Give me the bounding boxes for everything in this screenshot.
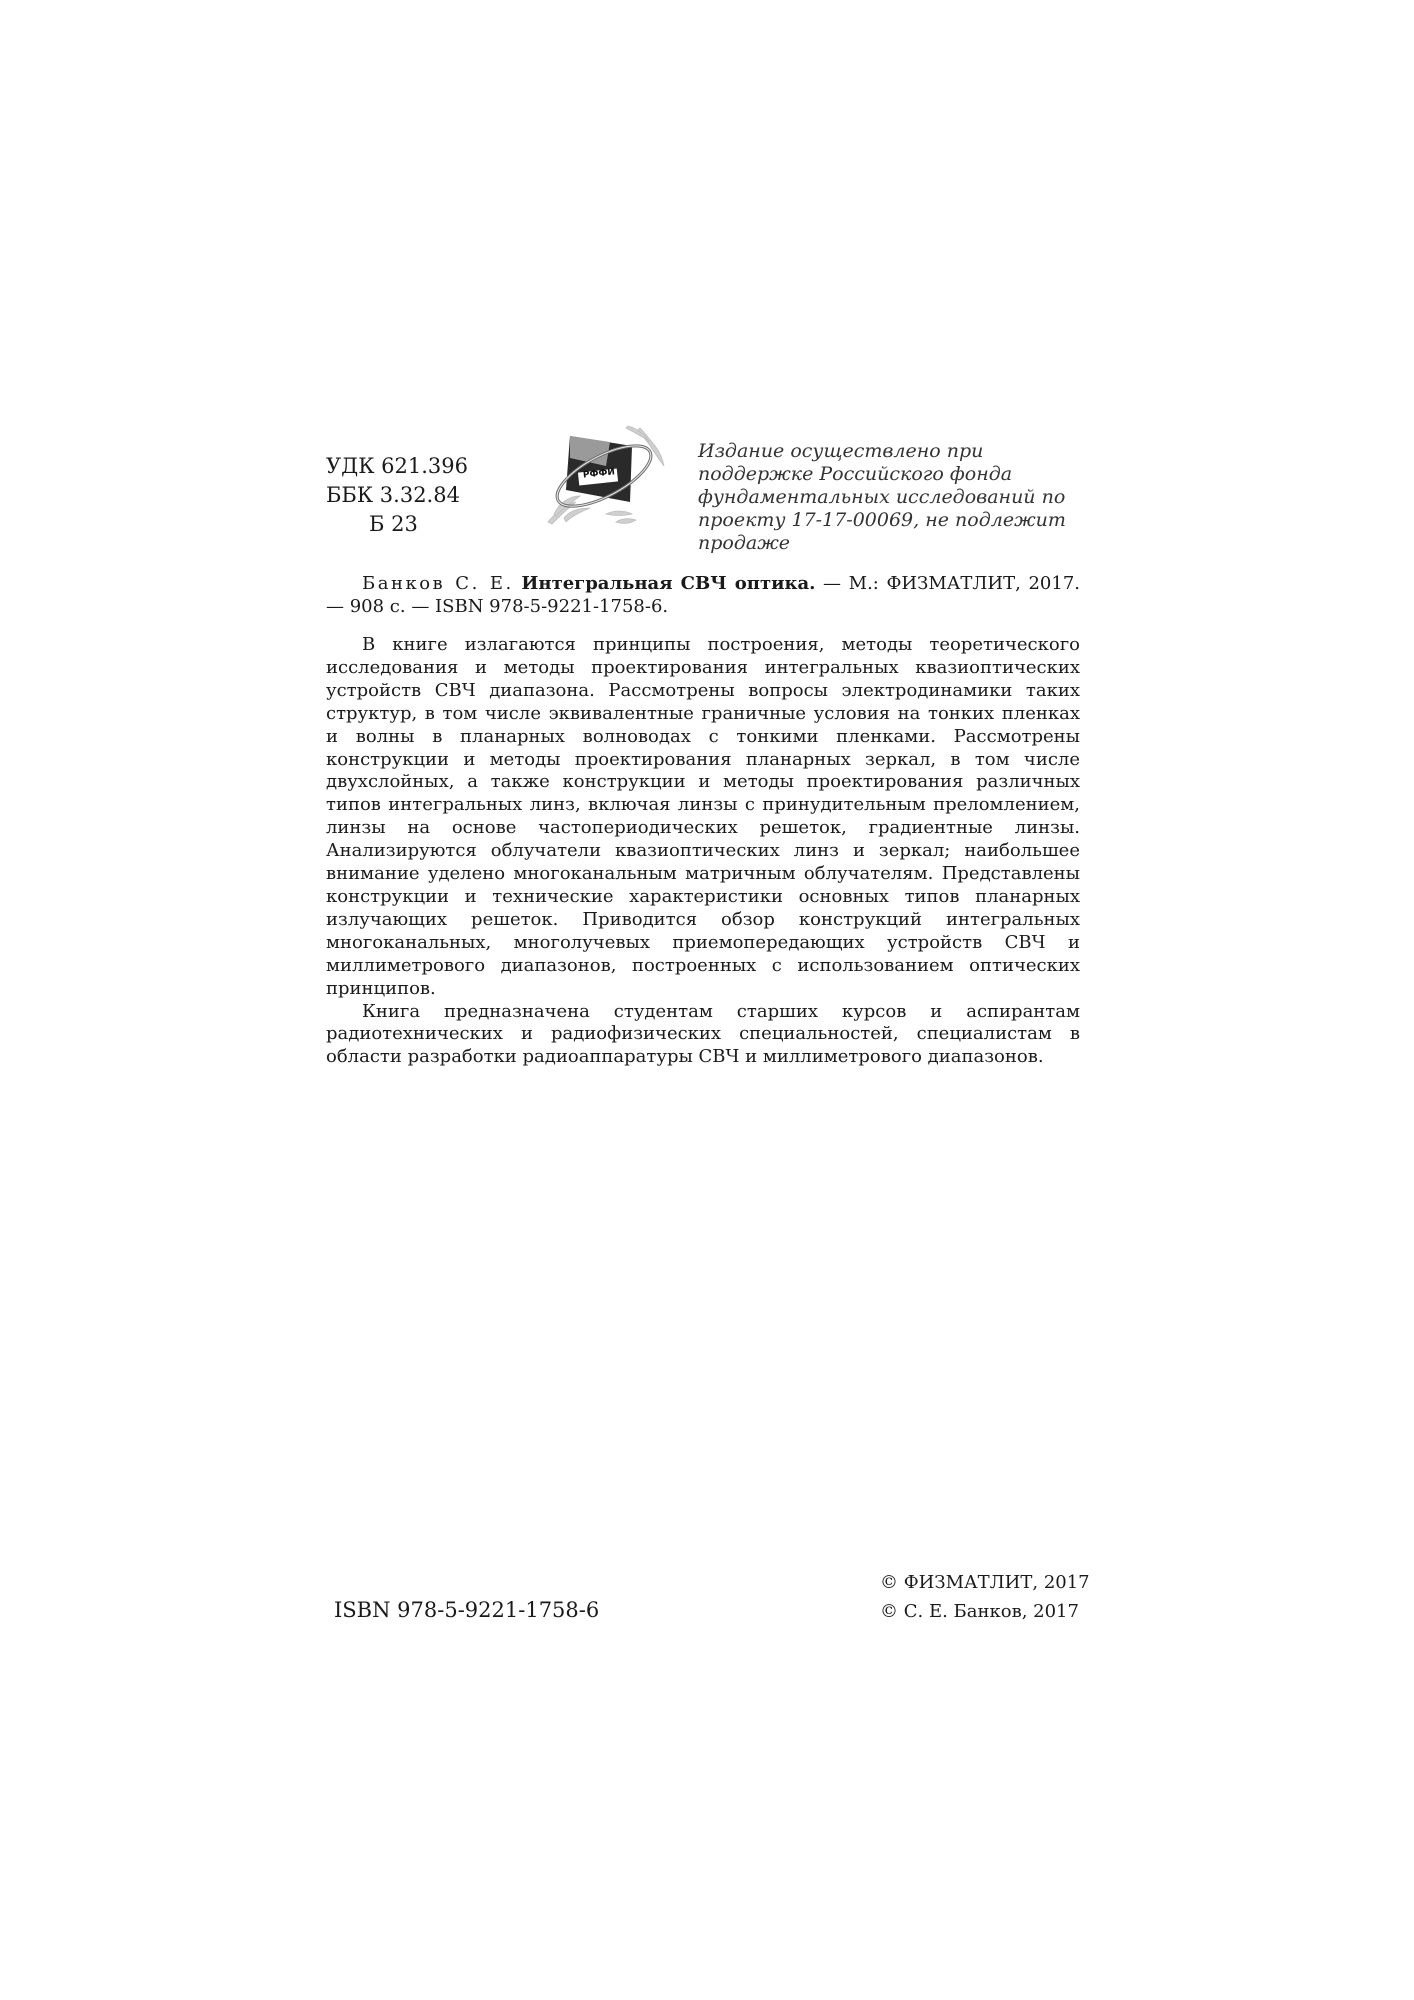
bibliographic-citation <box>326 572 1080 618</box>
bbk-code: ББК 3.32.84 <box>326 483 460 507</box>
classification-codes <box>326 452 468 539</box>
author-mark: Б 23 <box>369 512 418 536</box>
rffi-logo <box>540 418 675 530</box>
abstract-paragraph: В книге излагаются принципы построения, методы теоретического исследования и методы проектирования интегральных квазиоптических устройств СВЧ диапазона. Рассмотрены вопросы электродинамики таких структур, в том числе эквивалентные граничные условия на тонких пленках и волны в планарных волноводах с тонкими пленками. Рассмотрены конструкции и методы проектирования планарных зеркал, в том числе двухслойных, а также конструкции и методы проектирования различных типов интегральных линз, включая линзы с принудительным преломлением, линзы на основе частопериодических решеток, градиентные линзы. Анализируются облучатели квазиоптических линз и зеркал; наибольшее внимание уделено многоканальным матричным облучателям. Представлены конструкции и технические характеристики основных типов планарных излучающих решеток. Приводится обзор конструкций интегральных многоканальных, многолучевых приемопередающих устройств СВЧ и миллиметрового диапазонов, построенных с использованием оптических принципов. <box>326 634 1080 999</box>
rffi-logo-label: РФФИ <box>582 467 616 481</box>
copyright-author: С. Е. Банков, 2017 <box>903 1601 1079 1622</box>
copyright-notices <box>880 1568 1090 1626</box>
isbn: ISBN 978-5-9221-1758-6 <box>334 1598 600 1622</box>
copyright-icon: © <box>880 1601 898 1622</box>
abstract-paragraph: Книга предназначена студентам старших курсов и аспирантам радиотехнических и радиофизических специальностей, специалистам в области разработки радиоаппаратуры СВЧ и миллиметрового диапазонов. <box>326 1000 1080 1068</box>
copyright-line <box>880 1597 1090 1626</box>
abstract <box>326 634 1080 1069</box>
udk-code: УДК 621.396 <box>326 454 469 478</box>
citation-title: Интегральная СВЧ оптика. <box>521 573 816 594</box>
support-note: Издание осуществлено при поддержке Российского фонда фундаментальных исследований по проекту 17-17-00069, не подлежит продаже <box>698 440 1066 554</box>
copyright-icon: © <box>880 1572 898 1593</box>
copyright-line <box>880 1568 1090 1597</box>
copyright-publisher: ФИЗМАТЛИТ, 2017 <box>903 1572 1090 1593</box>
citation-author: Банков С. Е. <box>362 573 514 594</box>
citation-details: — М.: ФИЗМАТЛИТ, 2017. — 908 с. — ISBN 978-5-9221-1758-6. <box>326 573 1080 617</box>
